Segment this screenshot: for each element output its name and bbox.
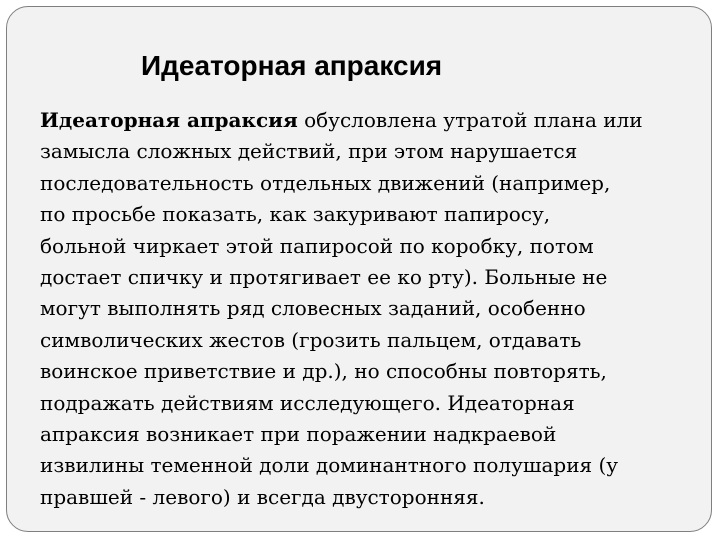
body-line: правшей - левого) и всегда двусторонняя. [40, 484, 485, 509]
body-term: Идеаторная апраксия [40, 108, 298, 132]
body-line: достает спичку и протягивает ее ко рту). Больные не [40, 265, 608, 290]
body-line: замысла сложных действий, при этом нарушается [40, 139, 578, 164]
body-line: апраксия возникает при поражении надкраевой [40, 422, 557, 447]
body-line: извилины теменной доли доминантного полушария (у [40, 453, 619, 478]
body-line: по просьбе показать, как закуривают папиросу, [40, 202, 551, 227]
body-line: воинское приветствие и др.), но способны повторять, [40, 359, 607, 384]
body-line: могут выполнять ряд словесных заданий, особенно [40, 296, 586, 321]
body-line-text: обусловлена утратой плана или [297, 108, 643, 132]
body-line: больной чиркает этой папиросой по коробку, потом [40, 233, 594, 258]
slide-body-text [40, 105, 710, 513]
body-line [40, 105, 710, 136]
body-line: последовательность отдельных движений (например, [40, 170, 611, 195]
slide-frame [6, 6, 712, 532]
body-line: символических жестов (грозить пальцем, отдавать [40, 327, 582, 352]
body-line: подражать действиям исследующего. Идеаторная [40, 390, 575, 415]
slide-title: Идеаторная апраксия [141, 50, 443, 81]
